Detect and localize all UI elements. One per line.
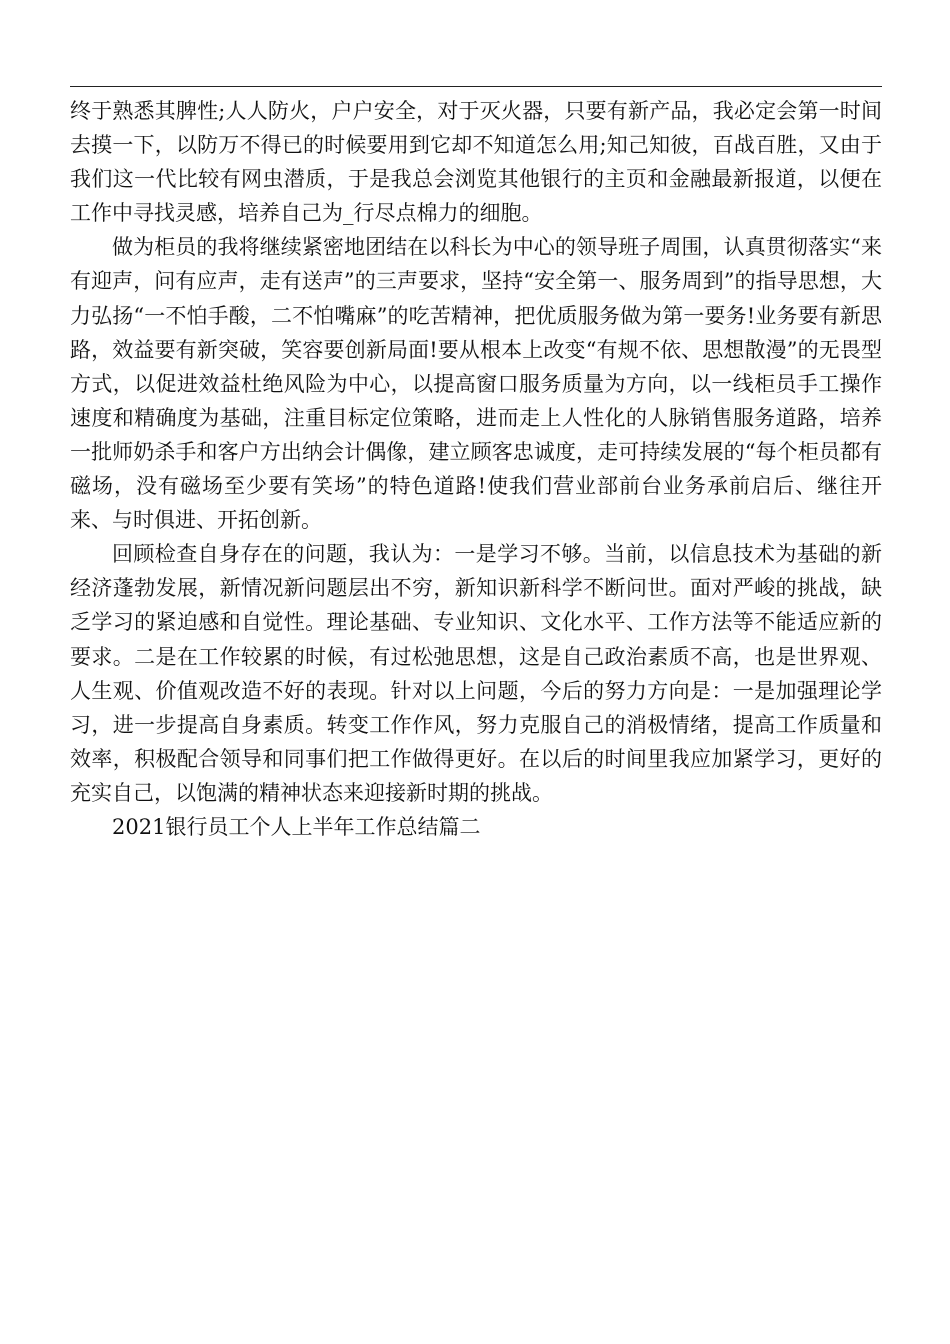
document-body <box>70 94 882 844</box>
section-heading: 2021银行员工个人上半年工作总结篇二 <box>112 814 481 839</box>
paragraph-teller-commitment: 做为柜员的我将继续紧密地团结在以科长为中心的领导班子周围，认真贯彻落实“来有迎声，问有应声，走有送声”的三声要求，坚持“安全第一、服务周到”的指导思想，大力弘扬“一不怕手酸，二不怕嘴麻”的吃苦精神，把优质服务做为第一要务!业务要有新思路，效益要有新突破，笑容要创新局面!要从根本上改变“有规不依、思想散漫”的无畏型方式，以促进效益杜绝风险为中心，以提高窗口服务质量为方向，以一线柜员手工操作速度和精确度为基础，注重目标定位策略，进而走上人性化的人脉销售服务道路，培养一批师奶杀手和客户方出纳会计偶像，建立顾客忠诚度，走可持续发展的“每个柜员都有磁场，没有磁场至少要有笑场”的特色道路!使我们营业部前台业务承前启后、继往开来、与时俱进、开拓创新。 <box>70 235 882 533</box>
paragraph-self-review: 回顾检查自身存在的问题，我认为：一是学习不够。当前，以信息技术为基础的新经济蓬勃发展，新情况新问题层出不穷，新知识新科学不断问世。面对严峻的挑战，缺乏学习的紧迫感和自觉性。理论基础、专业知识、文化水平、工作方法等不能适应新的要求。二是在工作较累的时候，有过松弛思想，这是自己政治素质不高，也是世界观、人生观、价值观改造不好的表现。针对以上问题，今后的努力方向是：一是加强理论学习，进一步提高自身素质。转变工作作风，努力克服自己的消极情绪，提高工作质量和效率，积极配合领导和同事们把工作做得更好。在以后的时间里我应加紧学习，更好的充实自己，以饱满的精神状态来迎接新时期的挑战。 <box>70 542 882 805</box>
paragraph-continuation: 终于熟悉其脾性;人人防火，户户安全，对于灭火器，只要有新产品，我必定会第一时间去摸一下，以防万不得已的时候要用到它却不知道怎么用;知己知彼，百战百胜，又由于我们这一代比较有网虫潜质，于是我总会浏览其他银行的主页和金融最新报道，以便在工作中寻找灵感，培养自己为_行尽点棉力的细胞。 <box>70 99 882 226</box>
header-rule <box>70 86 882 87</box>
